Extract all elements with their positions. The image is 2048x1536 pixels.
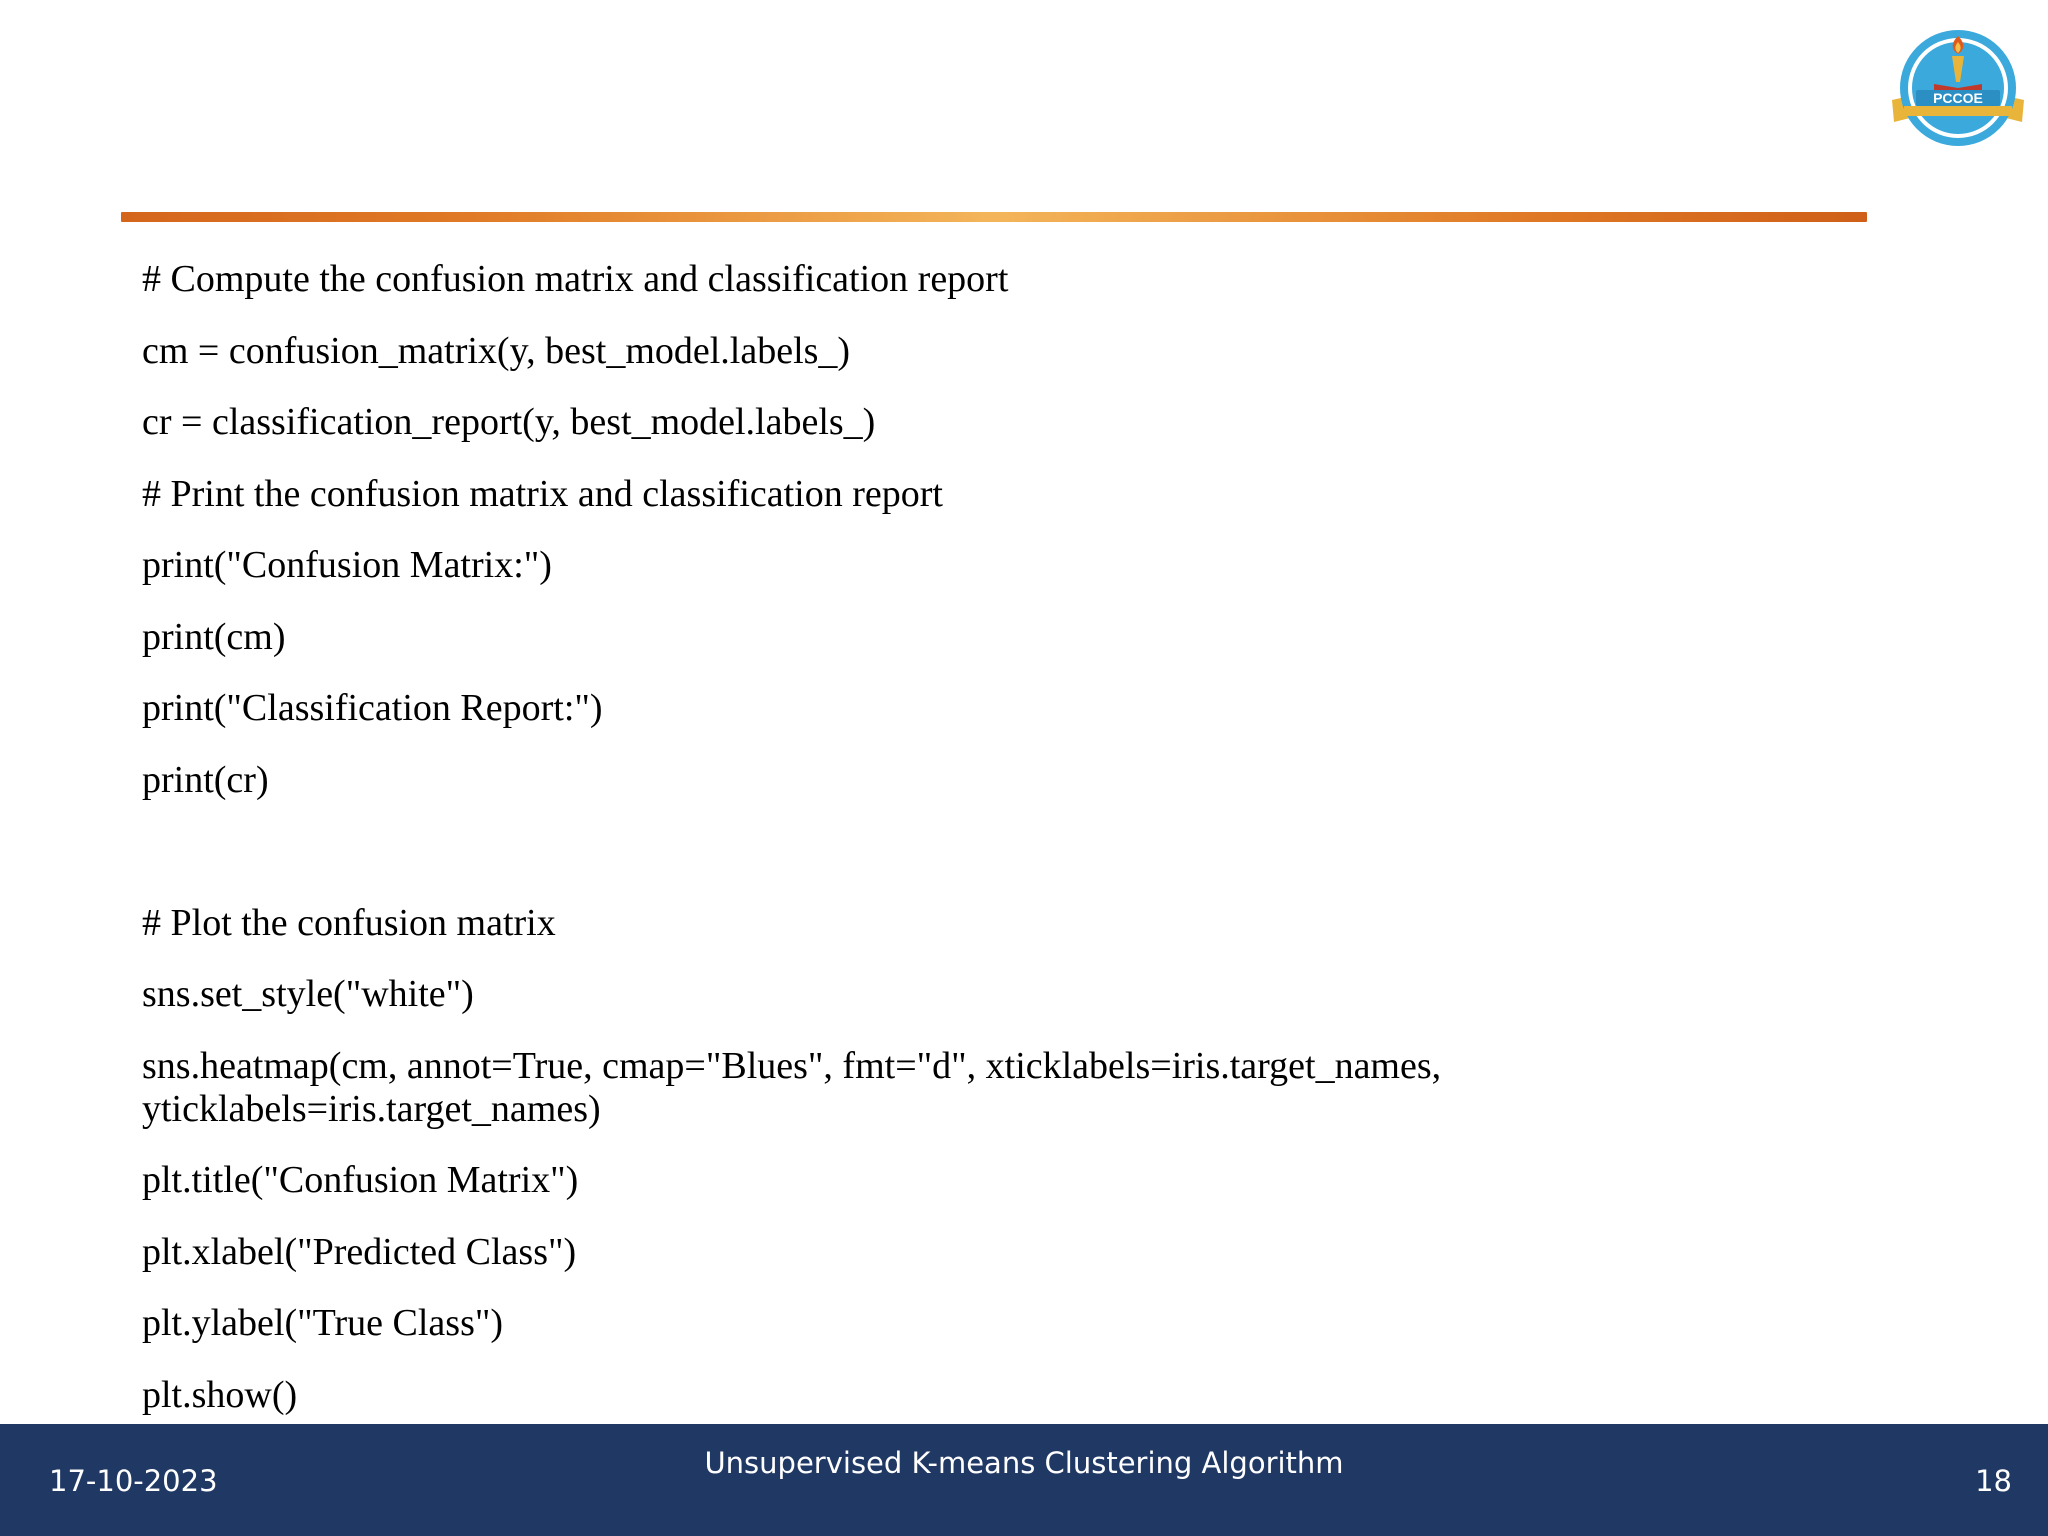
footer-title: Unsupervised K-means Clustering Algorithm [704,1446,1344,1480]
page-number: 18 [1975,1464,2012,1498]
code-line-1: # Compute the confusion matrix and classification report [142,258,1009,300]
pccoe-logo-icon [1888,26,2028,152]
code-line-15: plt.ylabel("True Class") [142,1302,504,1344]
code-line-3: cr = classification_report(y, best_model.labels_) [142,401,876,443]
code-line-8: print(cr) [142,758,269,801]
footer-bar [0,1424,2048,1536]
header-divider [121,212,1867,222]
code-line-7: print("Classification Report:") [142,687,603,729]
code-line-11: sns.set_style("white") [142,973,474,1015]
code-line-14: plt.xlabel("Predicted Class") [142,1230,577,1273]
code-block [142,258,1842,1445]
code-line-16: plt.show() [142,1373,298,1416]
footer-date: 17-10-2023 [49,1464,218,1498]
code-line-2: cm = confusion_matrix(y, best_model.labels_) [142,329,851,372]
code-line-12: sns.heatmap(cm, annot=True, cmap="Blues", fmt="d", xticklabels=iris.target_names, yticklabels=iris.target_names) [142,1044,1442,1130]
code-line-4: # Print the confusion matrix and classification report [142,472,943,515]
code-line-13: plt.title("Confusion Matrix") [142,1159,579,1201]
blank-line [142,830,1842,873]
code-line-10: # Plot the confusion matrix [142,901,556,944]
code-line-5: print("Confusion Matrix:") [142,544,552,586]
code-line-6: print(cm) [142,615,286,658]
logo-text: PCCOE [1933,90,1983,106]
